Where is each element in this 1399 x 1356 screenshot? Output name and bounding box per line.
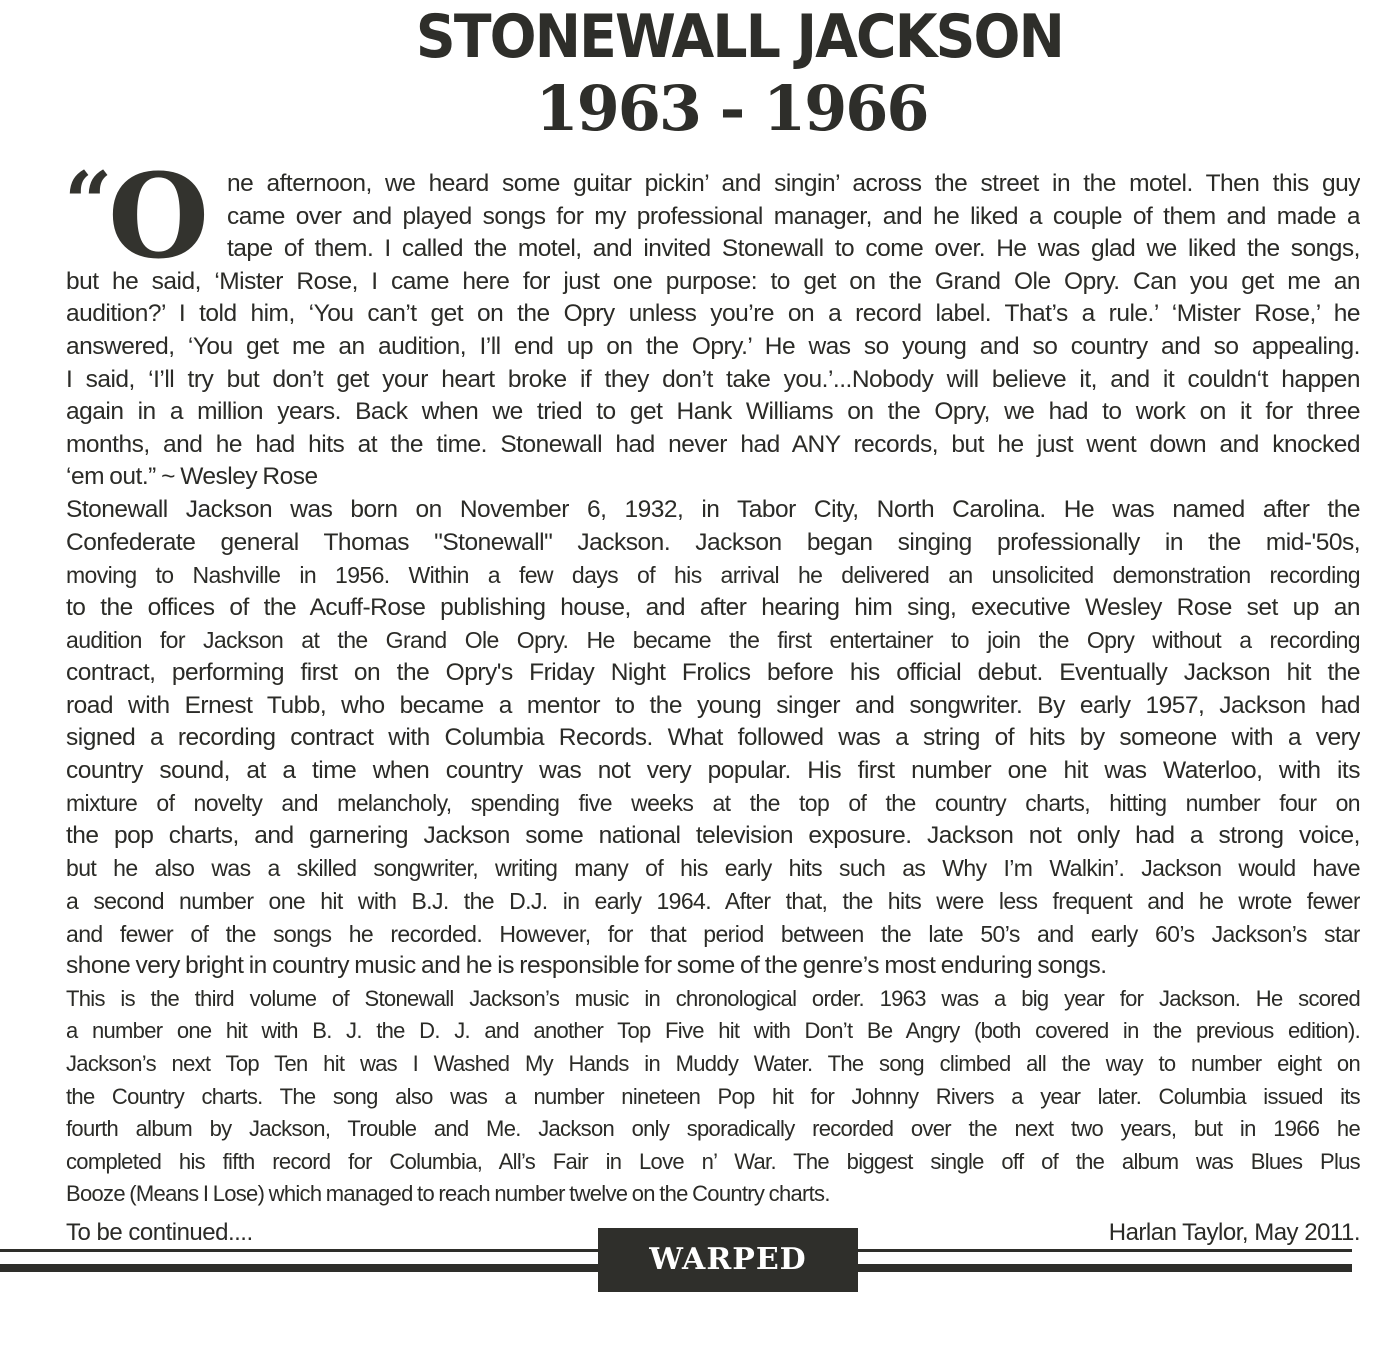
quote-attribution-line: ‘em out.” ~ Wesley Rose (66, 463, 318, 491)
quote-line: ne afternoon, we heard some guitar pickin’ and singin’ across the street in the motel. Then this guy (227, 170, 1360, 197)
quote-line: I said, ‘I’ll try but don’t get your heart broke if they don’t take you.’...Nobody will believe it, and it couldn‘t happen (66, 365, 1360, 393)
continued-note: To be continued.... (66, 1219, 253, 1246)
volume-line: a number one hit with B. J. the D. J. and another Top Five hit with Don’t Be Angry (both covered in the previous edition). (66, 1018, 1360, 1044)
bio-line: a second number one hit with B.J. the D.J. in early 1964. After that, the hits were less frequent and he wrote fewer (66, 888, 1360, 915)
bio-line: mixture of novelty and melancholy, spending five weeks at the top of the country charts, hitting number four on (66, 790, 1360, 817)
author-signature: Harlan Taylor, May 2011. (1108, 1219, 1360, 1246)
bio-line: to the offices of the Acuff-Rose publishing house, and after hearing him sing, executive Wesley Rose set up an (66, 593, 1360, 621)
article-body (66, 168, 1360, 1211)
quote-line: answered, ‘You get me an audition, I’ll end up on the Opry.’ He was so young and so country and so appealing. (66, 332, 1360, 360)
page-title: STONEWALL JACKSON (415, 2, 1063, 72)
bio-line: Stonewall Jackson was born on November 6, 1932, in Tabor City, North Carolina. He was named after the (66, 495, 1360, 523)
volume-line: completed his fifth record for Columbia, All’s Fair in Love n’ War. The biggest single off of the album was Blues Plus (66, 1148, 1360, 1174)
quote-line: came over and played songs for my professional manager, and he liked a couple of them and made a (227, 202, 1360, 230)
bio-line: signed a recording contract with Columbia Records. What followed was a string of hits by someone with a very (66, 724, 1360, 752)
bio-line: moving to Nashville in 1956. Within a few days of his arrival he delivered an unsolicited demonstration recording (66, 562, 1360, 589)
catalog-label: WARPED 6467 (598, 1228, 858, 1292)
bio-line: the pop charts, and garnering Jackson some national television exposure. Jackson not only had a strong voice, (66, 821, 1360, 849)
page-subtitle-years: 1963 - 1966 (535, 72, 928, 145)
bio-line: road with Ernest Tubb, who became a mentor to the young singer and songwriter. By early 1957, Jackson had (66, 691, 1360, 719)
volume-line: Jackson’s next Top Ten hit was I Washed My Hands in Muddy Water. The song climbed all the way to number eight on (66, 1051, 1360, 1077)
bio-line: audition for Jackson at the Grand Ole Opry. He became the first entertainer to join the Opry without a recording (66, 627, 1360, 654)
volume-line: Booze (Means I Lose) which managed to reach number twelve on the Country charts. (66, 1181, 830, 1207)
bio-line: Confederate general Thomas "Stonewall" Jackson. Jackson began singing professionally in the mid-'50s, (66, 528, 1360, 556)
volume-line: This is the third volume of Stonewall Jackson’s music in chronological order. 1963 was a big year for Jackson. He scored (66, 985, 1360, 1011)
quote-line: but he said, ‘Mister Rose, I came here for just one purpose: to get on the Grand Ole Opry. Can you get me an (66, 267, 1360, 295)
volume-line: the Country charts. The song also was a number nineteen Pop hit for Johnny Rivers a year later. Columbia issued its (66, 1083, 1360, 1109)
bio-line: shone very bright in country music and he is responsible for some of the genre’s most enduring songs. (66, 952, 1107, 980)
quote-line: again in a million years. Back when we tried to get Hank Williams on the Opry, we had to work on it for three (66, 398, 1360, 426)
bio-line: but he also was a skilled songwriter, writing many of his early hits such as Why I’m Walkin’. Jackson would have (66, 855, 1360, 882)
drop-cap-letter: O (108, 149, 210, 285)
quote-line: months, and he had hits at the time. Stonewall had never had ANY records, but he just went down and knocked (66, 430, 1360, 458)
bio-line: country sound, at a time when country was not very popular. His first number one hit was Waterloo, with its (66, 756, 1360, 784)
drop-cap-quote-mark: “ (64, 153, 113, 252)
quote-line: audition?’ I told him, ‘You can’t get on the Opry unless you’re on a record label. That’s a rule.’ ‘Mister Rose,’ he (66, 300, 1360, 328)
bio-line: contract, performing first on the Opry's Friday Night Frolics before his official debut. Eventually Jackson hit the (66, 658, 1360, 686)
bio-line: and fewer of the songs he recorded. However, for that period between the late 50’s and early 60’s Jackson’s star (66, 920, 1360, 947)
quote-line: tape of them. I called the motel, and invited Stonewall to come over. He was glad we liked the songs, (227, 235, 1360, 263)
volume-line: fourth album by Jackson, Trouble and Me. Jackson only sporadically recorded over the next two years, but in 1966 he (66, 1116, 1360, 1142)
